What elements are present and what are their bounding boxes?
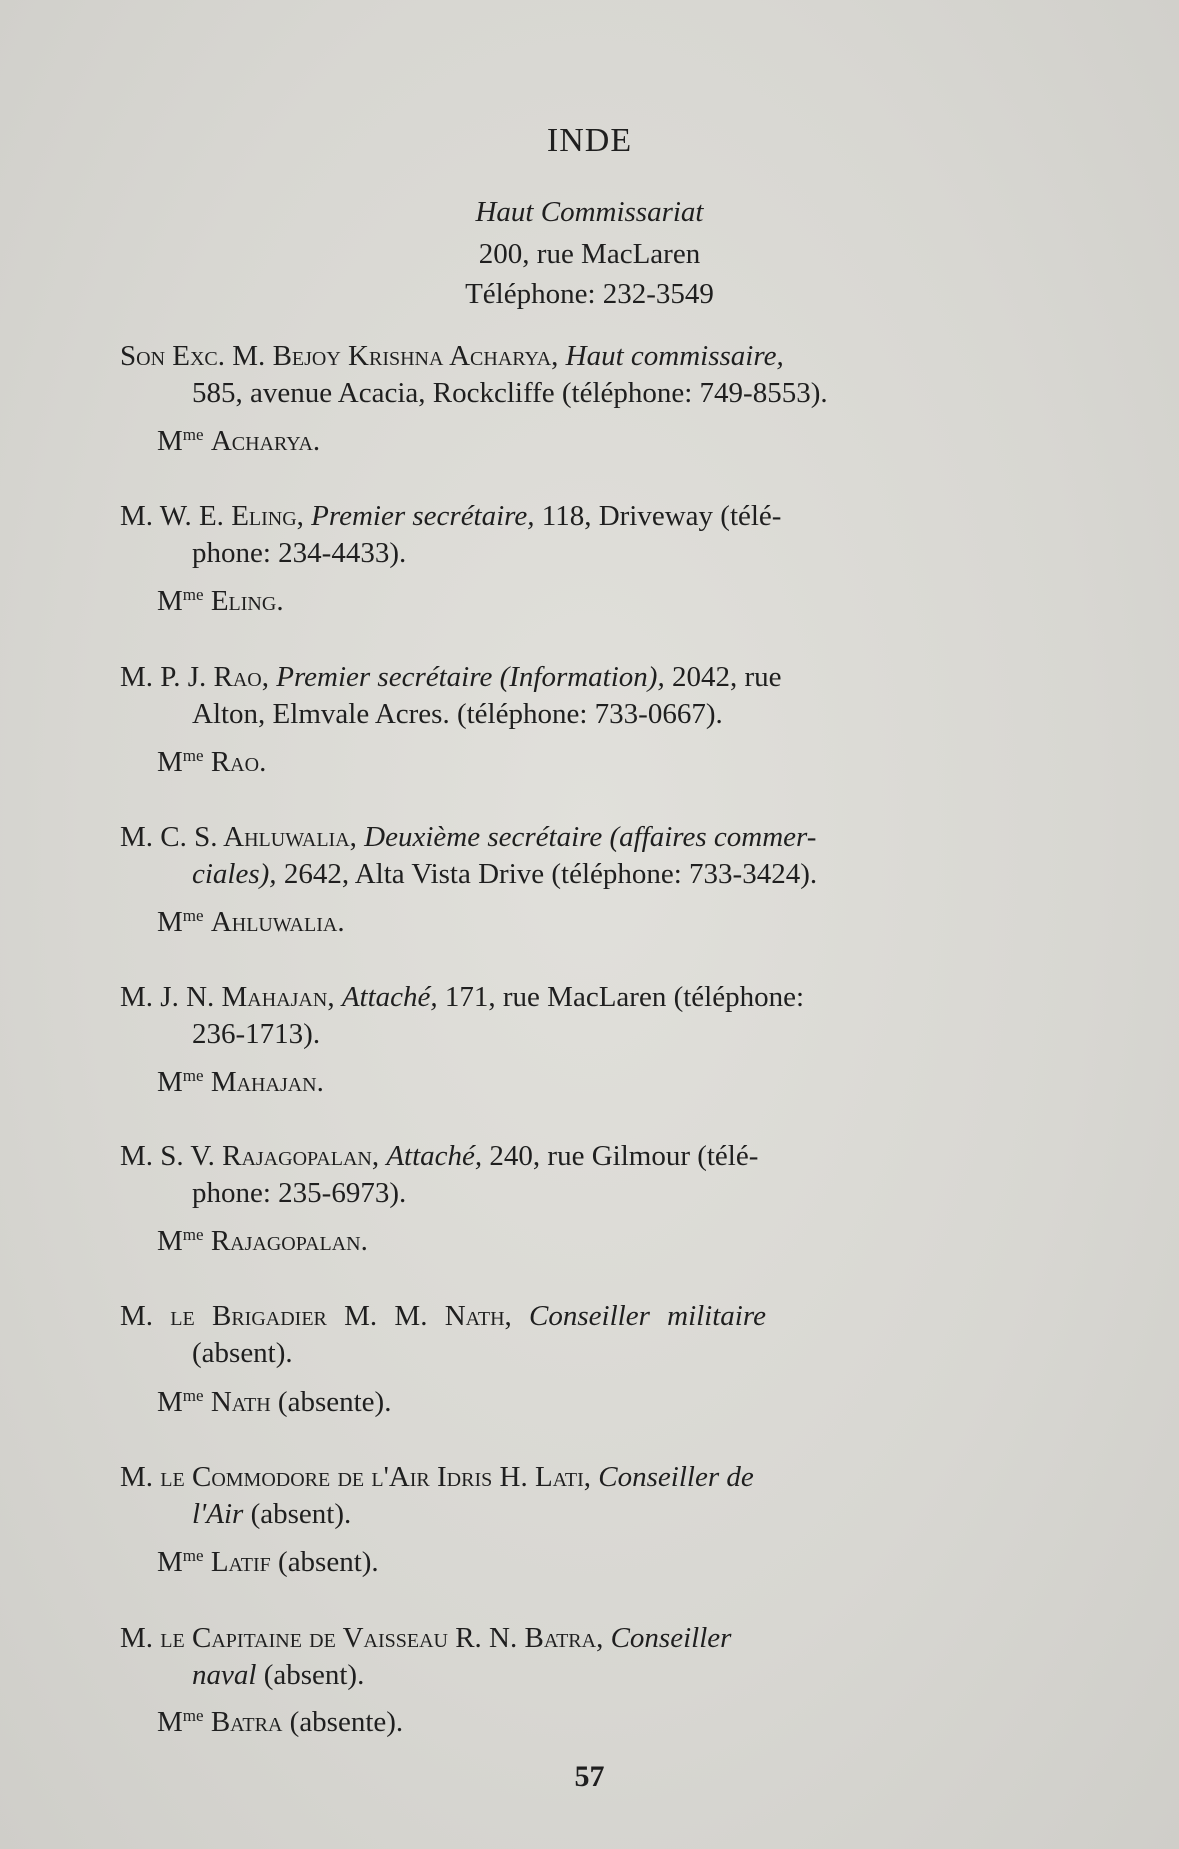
spouse-rest: (absent). bbox=[270, 1546, 379, 1578]
entry-acharya bbox=[120, 338, 1035, 412]
entry-title: Deuxième secrétaire (affaires commer- bbox=[364, 821, 817, 853]
spouse-rao bbox=[157, 737, 266, 781]
spouse-rest: (absente). bbox=[270, 1386, 392, 1418]
entry-line2-italic: naval bbox=[192, 1659, 257, 1691]
spouse-name: Ahluwalia bbox=[210, 906, 338, 938]
spouse-name: Nath bbox=[210, 1386, 271, 1418]
entry-separator: , bbox=[596, 1622, 611, 1654]
spouse-rest: . bbox=[360, 1225, 368, 1257]
spouse-ahluwalia bbox=[157, 897, 345, 941]
entry-name: Mahajan bbox=[221, 981, 328, 1013]
spouse-rest: . bbox=[259, 746, 267, 778]
entry-separator: , bbox=[504, 1300, 530, 1332]
entry-title: Conseiller militaire bbox=[529, 1300, 766, 1332]
spouse-rest: . bbox=[316, 1066, 324, 1098]
entry-title: Premier secrétaire (Information), bbox=[276, 661, 665, 693]
entry-batra bbox=[120, 1620, 1035, 1694]
spouse-sup: me bbox=[182, 425, 204, 444]
entry-prefix: M. bbox=[120, 1461, 161, 1493]
entry-line-1 bbox=[120, 659, 1035, 696]
entry-separator: , bbox=[261, 661, 277, 693]
spouse-name: Rao bbox=[210, 746, 260, 778]
spouse-rest: . bbox=[276, 585, 284, 617]
entry-rao bbox=[120, 659, 1035, 733]
entry-mahajan bbox=[120, 979, 1035, 1053]
entry-name: Ahluwalia bbox=[223, 821, 350, 853]
entry-prefix: M. W. E. bbox=[120, 500, 232, 532]
entry-line-1 bbox=[120, 338, 1035, 375]
entry-line1-rest: 171, rue MacLaren (téléphone: bbox=[437, 981, 805, 1013]
entry-line-1 bbox=[120, 1138, 1035, 1175]
country-heading: INDE bbox=[546, 122, 633, 159]
entry-line-1 bbox=[120, 498, 1035, 535]
entry-separator: , bbox=[349, 821, 365, 853]
office-phone: Téléphone: 232-3549 bbox=[465, 278, 714, 310]
entry-line-1 bbox=[120, 1620, 1035, 1657]
entry-surname: Nath bbox=[444, 1300, 505, 1332]
spouse-name: Rajagopalan bbox=[210, 1225, 361, 1257]
entry-line-1 bbox=[120, 819, 1035, 856]
entry-line-2: 236-1713). bbox=[192, 1018, 321, 1050]
entry-line1-rest: 2042, rue bbox=[664, 661, 782, 693]
entry-line-2: (absent). bbox=[192, 1337, 293, 1369]
spouse-sup: me bbox=[182, 1706, 204, 1725]
entry-line-1 bbox=[120, 979, 1035, 1016]
entry-prefix: M. J. N. bbox=[120, 981, 222, 1013]
entry-initials: R. N. bbox=[447, 1622, 525, 1654]
entry-name: Bejoy Krishna Acharya bbox=[272, 340, 552, 372]
entry-prefix: M. bbox=[120, 1622, 161, 1654]
entry-title: Haut commissaire, bbox=[565, 340, 784, 372]
entry-line-2: 585, avenue Acacia, Rockcliffe (téléphone: 749-8553). bbox=[192, 377, 828, 409]
spouse-rest: (absente). bbox=[282, 1706, 404, 1738]
entry-name: Eling bbox=[231, 500, 297, 532]
entry-title: Conseiller de bbox=[598, 1461, 754, 1493]
entry-line-2 bbox=[120, 1657, 1035, 1694]
entry-line-2: phone: 234-4433). bbox=[192, 537, 407, 569]
spouse-name: Acharya bbox=[210, 425, 313, 457]
entry-surname: Lati bbox=[534, 1461, 584, 1493]
spouse-batra bbox=[157, 1697, 403, 1741]
spouse-rest: . bbox=[312, 425, 321, 457]
entry-line-2 bbox=[120, 1496, 1035, 1533]
entry-name: le Brigadier bbox=[170, 1300, 327, 1332]
page-number: 57 bbox=[574, 1760, 605, 1793]
spouse-latif bbox=[157, 1537, 379, 1581]
entry-line-2 bbox=[120, 856, 1035, 893]
entry-lati bbox=[120, 1459, 1035, 1533]
spouse-prefix: M bbox=[157, 1546, 183, 1578]
spouse-name: Latif bbox=[210, 1546, 271, 1578]
entry-prefix: M. P. J. bbox=[120, 661, 214, 693]
entry-line1-rest: 118, Driveway (télé- bbox=[534, 500, 782, 532]
entry-line-2: phone: 235-6973). bbox=[192, 1177, 407, 1209]
entry-eling bbox=[120, 498, 1035, 572]
entry-initials: M. M. bbox=[326, 1300, 445, 1332]
entry-name: le Capitaine de Vaisseau bbox=[160, 1622, 448, 1654]
entry-nath bbox=[120, 1298, 1035, 1372]
spouse-name: Mahajan bbox=[210, 1066, 317, 1098]
entry-line2-text: (absent). bbox=[256, 1659, 365, 1691]
entry-title: Conseiller bbox=[610, 1622, 732, 1654]
spouse-sup: me bbox=[182, 1386, 204, 1405]
entry-title: Attaché, bbox=[341, 981, 438, 1013]
spouse-prefix: M bbox=[157, 1225, 183, 1257]
spouse-prefix: M bbox=[157, 425, 183, 457]
entry-line-2: Alton, Elmvale Acres. (téléphone: 733-0667). bbox=[192, 698, 723, 730]
entry-line1-rest: 240, rue Gilmour (télé- bbox=[482, 1140, 759, 1172]
entry-line2-text: (absent). bbox=[243, 1498, 352, 1530]
entry-prefix: Son Exc. M. bbox=[120, 340, 273, 372]
spouse-sup: me bbox=[182, 1225, 204, 1244]
entry-name: Rao bbox=[213, 661, 262, 693]
entry-separator: , bbox=[583, 1461, 599, 1493]
entry-separator: , bbox=[551, 340, 566, 372]
spouse-sup: me bbox=[182, 1066, 204, 1085]
spouse-sup: me bbox=[182, 906, 204, 925]
spouse-prefix: M bbox=[157, 906, 183, 938]
spouse-prefix: M bbox=[157, 585, 183, 617]
entry-line-1 bbox=[120, 1459, 1035, 1496]
entry-ahluwalia bbox=[120, 819, 1035, 893]
entry-separator: , bbox=[327, 981, 342, 1013]
entry-name: Rajagopalan bbox=[222, 1140, 372, 1172]
spouse-prefix: M bbox=[157, 1386, 183, 1418]
entry-title: Premier secrétaire, bbox=[311, 500, 535, 532]
entry-line2-text: 2642, Alta Vista Drive (téléphone: 733-3424). bbox=[276, 858, 818, 890]
spouse-acharya bbox=[157, 416, 320, 460]
entry-line-1 bbox=[120, 1298, 1035, 1335]
spouse-sup: me bbox=[182, 1546, 204, 1565]
entry-prefix: M. bbox=[120, 1300, 171, 1332]
entry-line2-italic: ciales), bbox=[192, 858, 277, 890]
entry-separator: , bbox=[371, 1140, 387, 1172]
entry-separator: , bbox=[296, 500, 312, 532]
spouse-prefix: M bbox=[157, 1706, 183, 1738]
spouse-prefix: M bbox=[157, 1066, 183, 1098]
entry-surname: Batra bbox=[524, 1622, 597, 1654]
entry-line2-italic: l'Air bbox=[192, 1498, 244, 1530]
entry-title: Attaché, bbox=[386, 1140, 483, 1172]
spouse-sup: me bbox=[182, 746, 204, 765]
entry-rajagopalan bbox=[120, 1138, 1035, 1212]
spouse-name: Batra bbox=[210, 1706, 283, 1738]
entry-prefix: M. S. V. bbox=[120, 1140, 223, 1172]
entry-prefix: M. C. S. bbox=[120, 821, 224, 853]
office-title: Haut Commissariat bbox=[475, 196, 704, 228]
spouse-nath bbox=[157, 1377, 391, 1421]
spouse-rest: . bbox=[337, 906, 345, 938]
spouse-name: Eling bbox=[210, 585, 277, 617]
entry-name: le Commodore de l'Air Idris bbox=[160, 1461, 493, 1493]
entry-initials: H. bbox=[492, 1461, 535, 1493]
office-address: 200, rue MacLaren bbox=[478, 238, 701, 270]
spouse-prefix: M bbox=[157, 746, 183, 778]
spouse-sup: me bbox=[182, 585, 204, 604]
spouse-rajagopalan bbox=[157, 1216, 368, 1260]
spouse-mahajan bbox=[157, 1057, 324, 1101]
spouse-eling bbox=[157, 576, 284, 620]
